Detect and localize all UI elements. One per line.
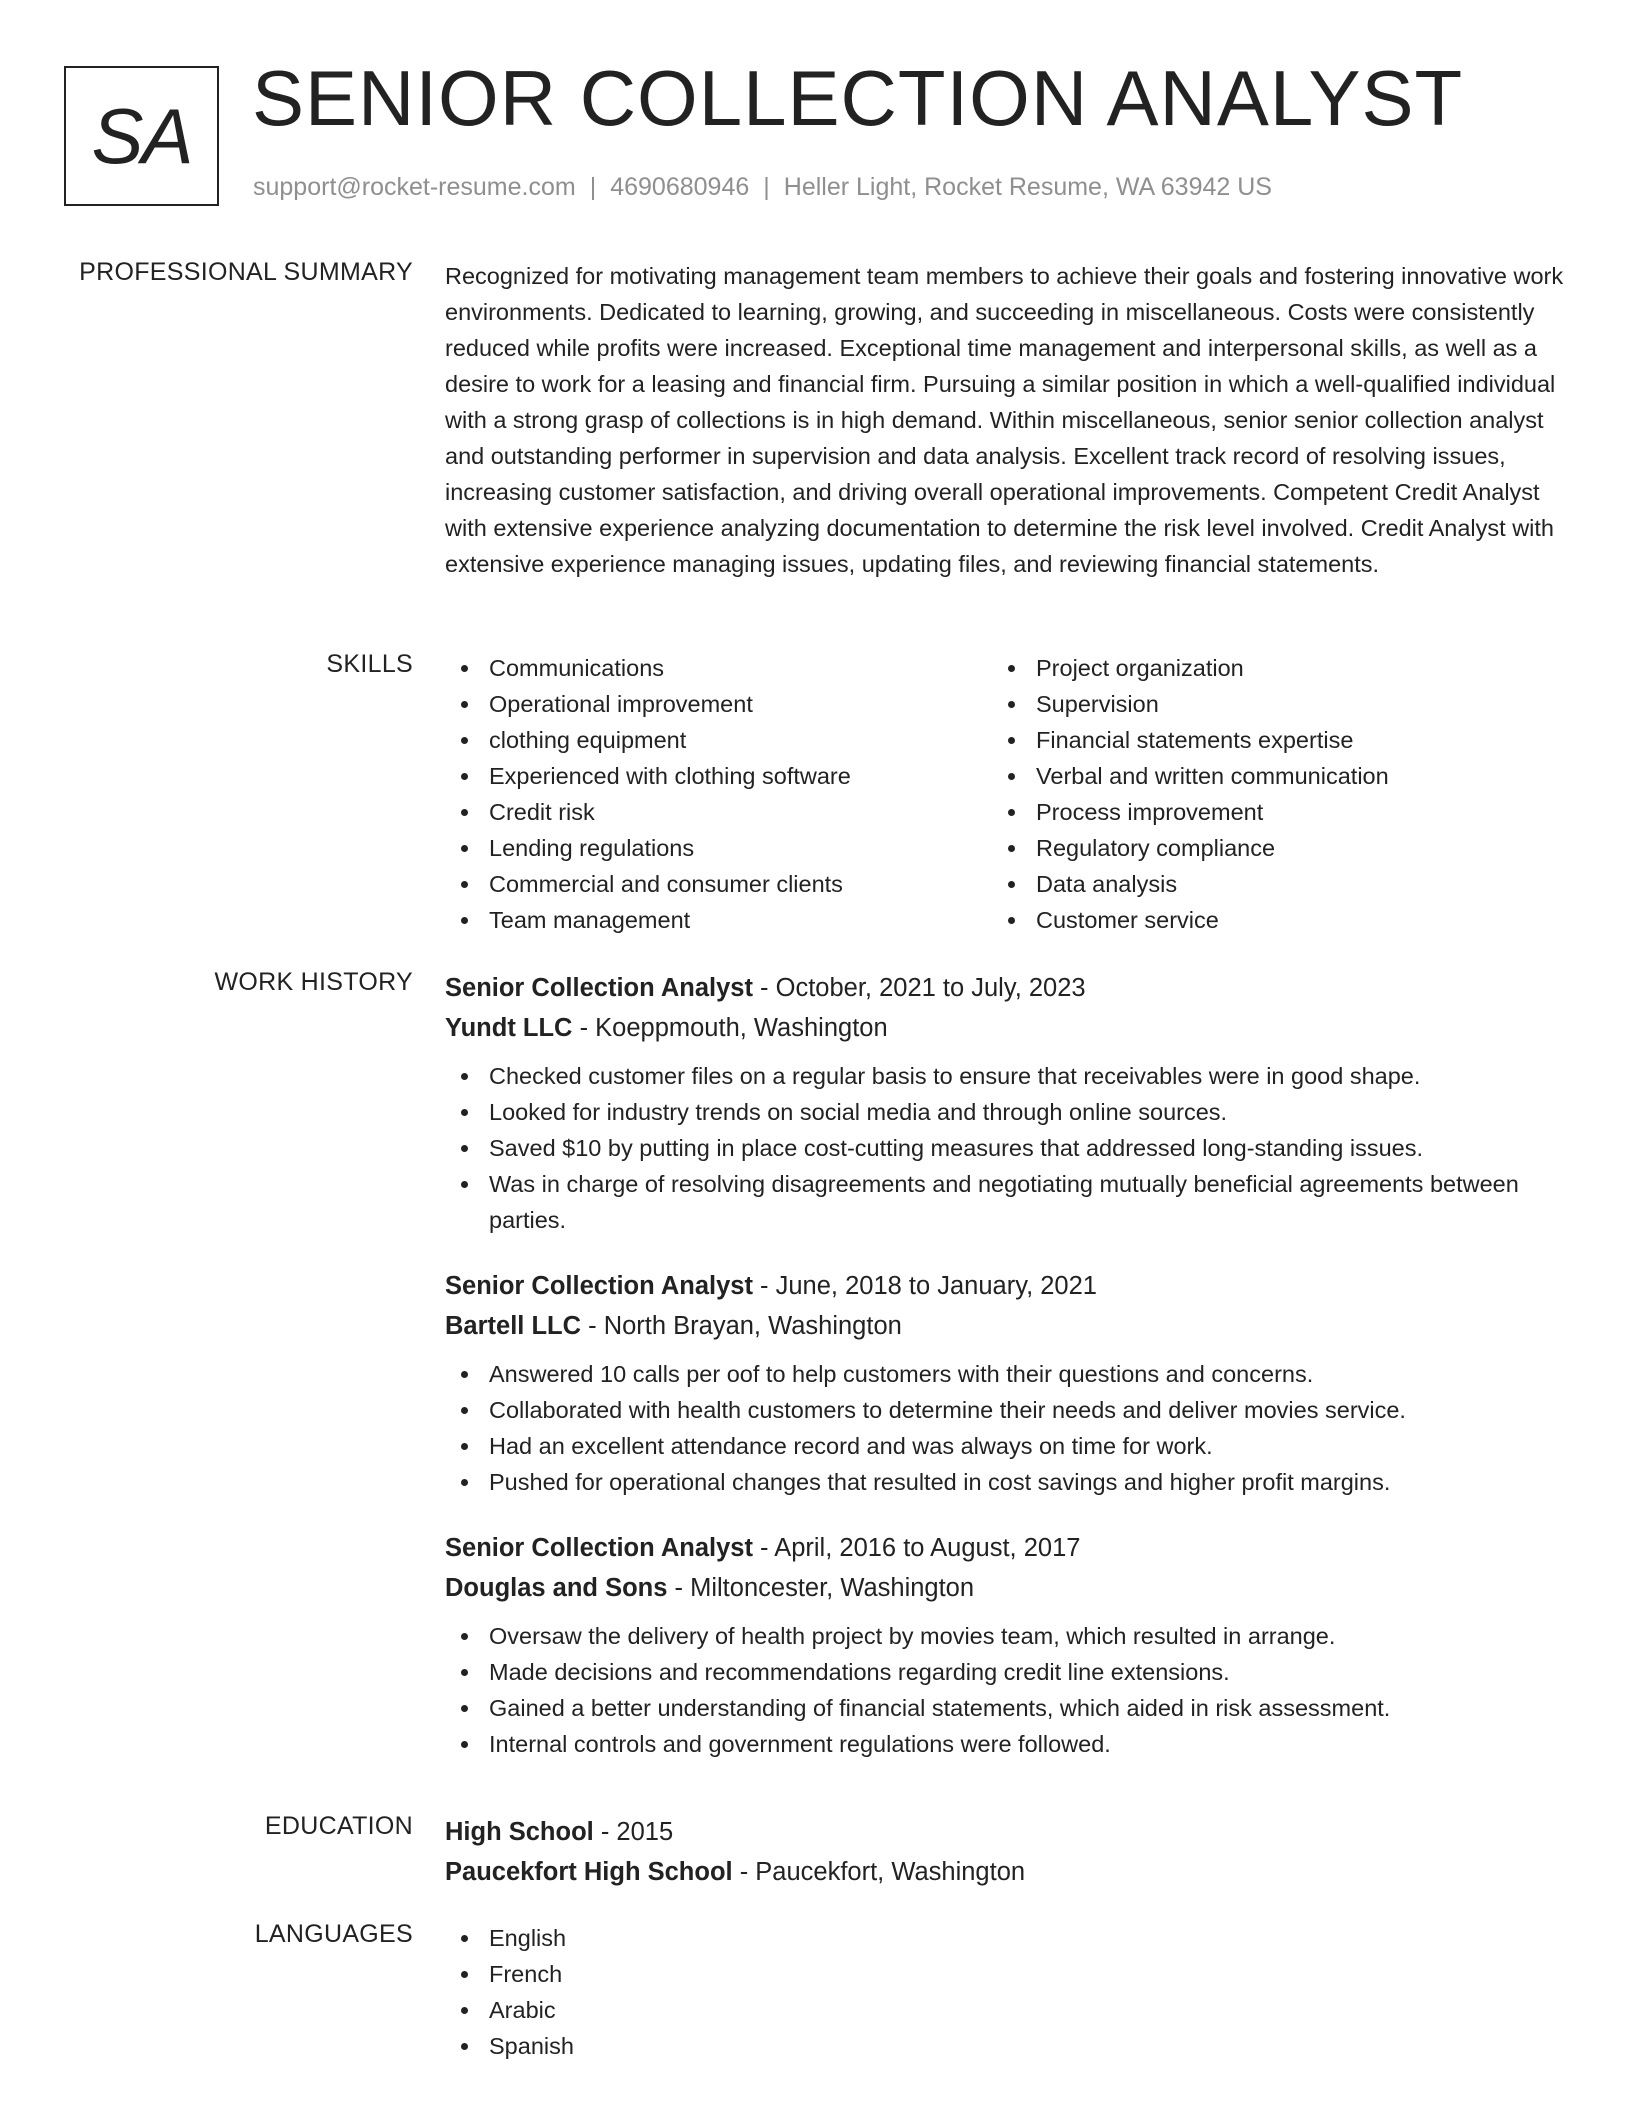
job-entry: [445, 968, 1565, 1238]
contact-separator: |: [589, 173, 597, 201]
skill-item: Lending regulations: [445, 830, 992, 866]
job-title-line: [445, 1528, 1565, 1568]
skill-item: Regulatory compliance: [992, 830, 1539, 866]
education-degree: High School: [445, 1818, 594, 1846]
job-company: Bartell LLC: [445, 1312, 582, 1340]
skill-item: Verbal and written communication: [992, 758, 1539, 794]
contact-separator: |: [763, 173, 770, 201]
job-entry: [445, 1266, 1565, 1500]
job-location: - Koeppmouth, Washington: [572, 1014, 888, 1042]
job-dates: - April, 2016 to August, 2017: [752, 1534, 1081, 1562]
languages-body: [445, 1920, 1565, 2064]
skill-item: Commercial and consumer clients: [445, 866, 992, 902]
job-title-line: [445, 968, 1565, 1008]
contact-phone: 4690680946: [610, 173, 750, 201]
language-item: Arabic: [445, 1992, 1565, 2028]
job-bullet: Pushed for operational changes that resulted in cost savings and higher profit margins.: [445, 1464, 1565, 1500]
job-bullet: Oversaw the delivery of health project by movies team, which resulted in arrange.: [445, 1618, 1565, 1654]
page-title: SENIOR COLLECTION ANALYST: [252, 54, 1464, 142]
education-school-line: [445, 1852, 1565, 1892]
job-bullet: Looked for industry trends on social media and through online sources.: [445, 1094, 1565, 1130]
contact-email: support@rocket-resume.com: [253, 173, 576, 201]
job-bullets: [445, 1058, 1565, 1238]
skill-item: Operational improvement: [445, 686, 992, 722]
job-bullet: Answered 10 calls per oof to help customers with their questions and concerns.: [445, 1356, 1565, 1392]
skill-item: Data analysis: [992, 866, 1539, 902]
job-dates: - October, 2021 to July, 2023: [752, 974, 1086, 1002]
skill-item: Experienced with clothing software: [445, 758, 992, 794]
contact-address: Heller Light, Rocket Resume, WA 63942 US: [783, 173, 1272, 201]
section-heading-summary: PROFESSIONAL SUMMARY: [79, 258, 413, 286]
language-item: French: [445, 1956, 1565, 1992]
job-title: Senior Collection Analyst: [445, 1272, 753, 1300]
section-heading-education: EDUCATION: [264, 1812, 413, 1840]
skills-body: [445, 650, 1565, 938]
job-title: Senior Collection Analyst: [445, 1534, 753, 1562]
job-location: - North Brayan, Washington: [581, 1312, 902, 1340]
skills-list-right: [992, 650, 1539, 938]
skill-item: Credit risk: [445, 794, 992, 830]
job-title: Senior Collection Analyst: [445, 974, 753, 1002]
skill-item: Financial statements expertise: [992, 722, 1539, 758]
summary-body: [445, 258, 1565, 582]
job-company-line: [445, 1568, 1565, 1608]
skill-item: Team management: [445, 902, 992, 938]
education-school: Paucekfort High School: [445, 1858, 733, 1886]
job-dates: - June, 2018 to January, 2021: [752, 1272, 1097, 1300]
job-bullets: [445, 1618, 1565, 1762]
skill-item: Customer service: [992, 902, 1539, 938]
languages-list: [445, 1920, 1565, 2064]
job-location: - Miltoncester, Washington: [667, 1574, 975, 1602]
section-heading-languages: LANGUAGES: [254, 1920, 413, 1948]
education-degree-line: [445, 1812, 1565, 1852]
job-bullet: Saved $10 by putting in place cost-cutting measures that addressed long-standing issues.: [445, 1130, 1565, 1166]
skill-item: Supervision: [992, 686, 1539, 722]
job-bullet: Was in charge of resolving disagreements and negotiating mutually beneficial agreements between parties.: [445, 1166, 1565, 1238]
skill-item: Project organization: [992, 650, 1539, 686]
section-heading-skills: SKILLS: [326, 650, 413, 678]
language-item: Spanish: [445, 2028, 1565, 2064]
job-bullet: Gained a better understanding of financial statements, which aided in risk assessment.: [445, 1690, 1565, 1726]
education-body: [445, 1812, 1565, 1892]
skills-list-left: [445, 650, 992, 938]
job-title-line: [445, 1266, 1565, 1306]
skill-item: clothing equipment: [445, 722, 992, 758]
job-bullets: [445, 1356, 1565, 1500]
skill-item: Communications: [445, 650, 992, 686]
education-year: - 2015: [593, 1818, 674, 1846]
skills-columns: [445, 650, 1565, 938]
job-company: Yundt LLC: [445, 1014, 573, 1042]
job-company: Douglas and Sons: [445, 1574, 668, 1602]
job-bullet: Had an excellent attendance record and was always on time for work.: [445, 1428, 1565, 1464]
summary-text: Recognized for motivating management team members to achieve their goals and fostering innovative work environments. Dedicated to learning, growing, and succeeding in miscellaneous. Costs were consistently reduced while profits were increased. Exceptional time management and interpersonal skills, as well as a desire to work for a leasing and financial firm. Pursuing a similar position in which a well-qualified individual with a strong grasp of collections is in high demand. Within miscellaneous, senior senior collection analyst and outstanding performer in supervision and data analysis. Excellent track record of resolving issues, increasing customer satisfaction, and driving overall operational improvements. Competent Credit Analyst with extensive experience analyzing documentation to determine the risk level involved. Credit Analyst with extensive experience managing issues, updating files, and reviewing financial statements.: [445, 263, 1564, 577]
skill-item: Process improvement: [992, 794, 1539, 830]
section-heading-work: WORK HISTORY: [214, 968, 413, 996]
job-bullet: Checked customer files on a regular basis to ensure that receivables were in good shape.: [445, 1058, 1565, 1094]
job-company-line: [445, 1008, 1565, 1048]
work-body: [445, 968, 1565, 1790]
contact-line: [253, 173, 1272, 202]
job-bullet: Made decisions and recommendations regarding credit line extensions.: [445, 1654, 1565, 1690]
education-location: - Paucekfort, Washington: [732, 1858, 1026, 1886]
initials-monogram: SA: [64, 66, 219, 206]
job-entry: [445, 1528, 1565, 1762]
job-bullet: Collaborated with health customers to determine their needs and deliver movies service.: [445, 1392, 1565, 1428]
job-bullet: Internal controls and government regulations were followed.: [445, 1726, 1565, 1762]
language-item: English: [445, 1920, 1565, 1956]
job-company-line: [445, 1306, 1565, 1346]
